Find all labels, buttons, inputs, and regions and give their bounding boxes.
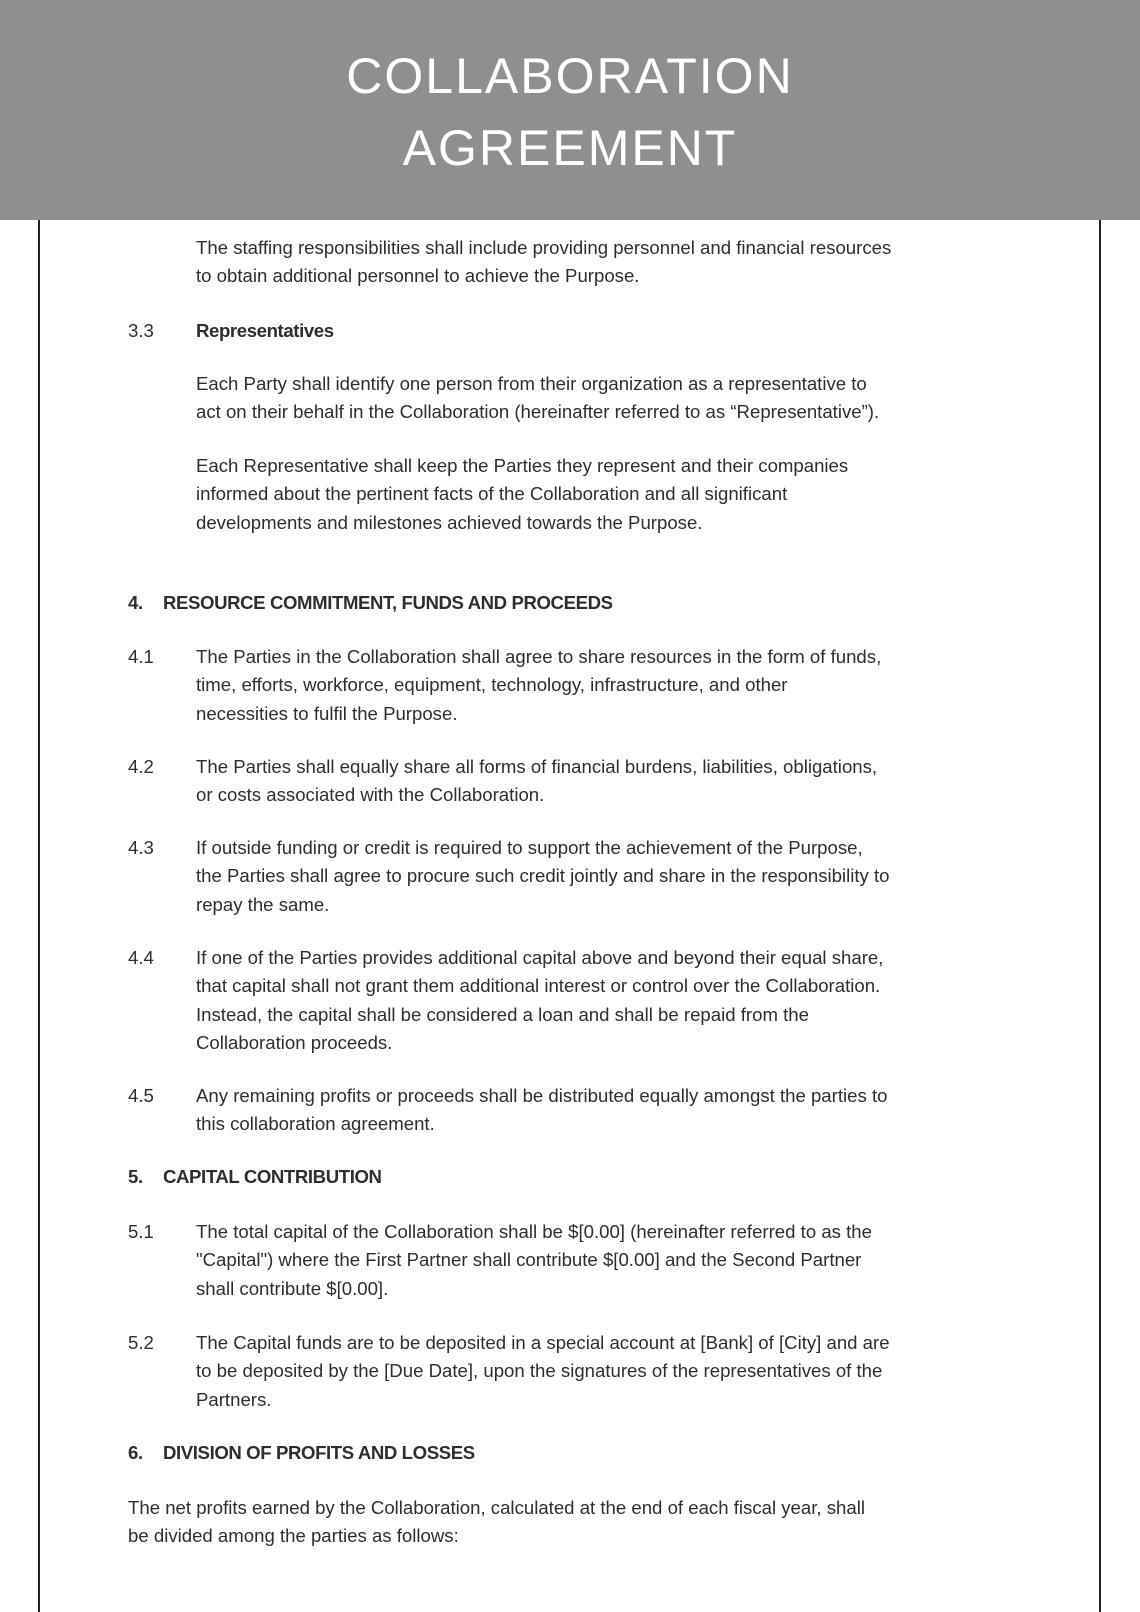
paragraph-line: shall contribute $[0.00].: [196, 1277, 389, 1299]
paragraph-line: necessities to fulfil the Purpose.: [196, 702, 458, 724]
section-number: 4.1: [128, 646, 154, 667]
paragraph-line: to be deposited by the [Due Date], upon the signatures of the representatives of the: [196, 1360, 883, 1382]
section-heading: CAPITAL CONTRIBUTION: [163, 1166, 382, 1187]
paragraph-line: act on their behalf in the Collaboration (hereinafter referred to as “Representative”).: [196, 401, 880, 423]
section-number: 4.: [128, 592, 143, 613]
paragraph-line: Any remaining profits or proceeds shall be distributed equally amongst the parties to: [196, 1085, 888, 1106]
section-number: 3.3: [128, 320, 154, 341]
paragraph-line: Instead, the capital shall be considered a loan and shall be repaid from the: [196, 1003, 809, 1025]
document-title-line-1: COLLABORATION: [346, 48, 794, 104]
paragraph-line: If one of the Parties provides additional capital above and beyond their equal share,: [196, 947, 884, 968]
section-number: 4.5: [128, 1085, 154, 1106]
section-number: 4.3: [128, 837, 154, 858]
paragraph-line: that capital shall not grant them additional interest or control over the Collaboration.: [196, 975, 881, 997]
page-left-border: [38, 220, 40, 1612]
paragraph-line: Each Representative shall keep the Parties they represent and their companies: [196, 455, 849, 476]
document-title-line-2: AGREEMENT: [402, 120, 738, 176]
section-number: 4.4: [128, 947, 154, 968]
paragraph-line: The net profits earned by the Collaboration, calculated at the end of each fiscal year, shall: [128, 1497, 865, 1518]
paragraph-line: be divided among the parties as follows:: [128, 1525, 459, 1547]
paragraph-line: the Parties shall agree to procure such credit jointly and share in the responsibility to: [196, 865, 890, 887]
section-number: 5.2: [128, 1332, 154, 1353]
section-heading: Representatives: [196, 320, 334, 341]
paragraph-line: Each Party shall identify one person from their organization as a representative to: [196, 373, 867, 394]
page-right-border: [1099, 220, 1101, 1612]
section-number: 5.: [128, 1166, 143, 1187]
paragraph-line: to obtain additional personnel to achieve the Purpose.: [196, 265, 640, 287]
paragraph-line: informed about the pertinent facts of the Collaboration and all significant: [196, 483, 788, 505]
paragraph-line: The total capital of the Collaboration shall be $[0.00] (hereinafter referred to as the: [196, 1221, 872, 1242]
title-banner: [0, 0, 1140, 220]
paragraph-line: If outside funding or credit is required to support the achievement of the Purpose,: [196, 837, 863, 858]
paragraph-line: repay the same.: [196, 893, 330, 915]
paragraph-line: this collaboration agreement.: [196, 1113, 435, 1135]
paragraph-line: or costs associated with the Collaboration.: [196, 784, 545, 806]
paragraph-line: The Parties shall equally share all forms of financial burdens, liabilities, obligations,: [196, 756, 878, 777]
paragraph-line: time, efforts, workforce, equipment, technology, infrastructure, and other: [196, 674, 788, 696]
section-number: 6.: [128, 1442, 143, 1463]
section-heading: RESOURCE COMMITMENT, FUNDS AND PROCEEDS: [163, 592, 613, 613]
paragraph-line: Collaboration proceeds.: [196, 1031, 393, 1053]
paragraph-line: The Capital funds are to be deposited in a special account at [Bank] of [City] and are: [196, 1332, 890, 1353]
paragraph-line: "Capital") where the First Partner shall contribute $[0.00] and the Second Partner: [196, 1249, 862, 1271]
paragraph-line: The Parties in the Collaboration shall agree to share resources in the form of funds,: [196, 646, 882, 667]
paragraph-line: developments and milestones achieved towards the Purpose.: [196, 511, 703, 533]
section-number: 4.2: [128, 756, 154, 777]
section-number: 5.1: [128, 1221, 154, 1242]
paragraph-line: Partners.: [196, 1388, 272, 1410]
paragraph-line: The staffing responsibilities shall include providing personnel and financial resources: [196, 237, 892, 258]
section-heading: DIVISION OF PROFITS AND LOSSES: [163, 1442, 475, 1463]
